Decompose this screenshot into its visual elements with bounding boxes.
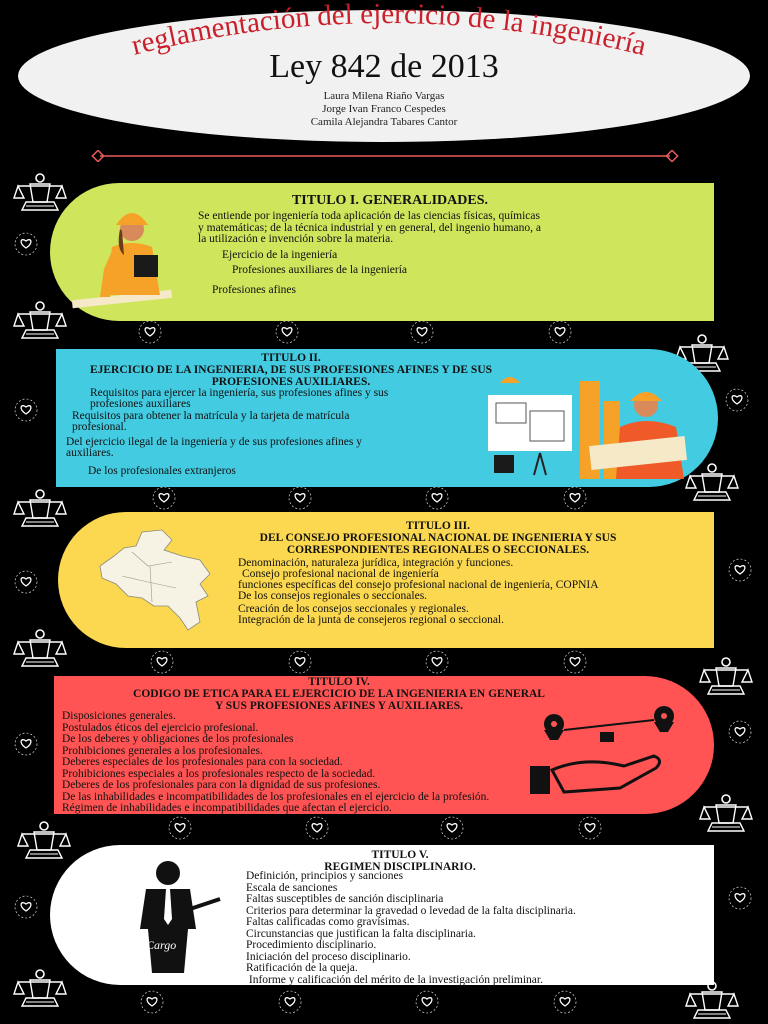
list-item: Prohibiciones generales a los profesionales. bbox=[62, 744, 263, 757]
engineer-blueprint-illustration bbox=[480, 371, 710, 479]
list-item: De los consejos regionales o seccionales. bbox=[238, 590, 428, 602]
list-item: Disposiciones generales. bbox=[62, 710, 176, 722]
heart-icon bbox=[15, 733, 37, 755]
description-line: y matemáticas; de la técnica industrial y en general, del ingenio humano, a bbox=[198, 221, 541, 234]
title-line: TITULO II. bbox=[261, 352, 321, 364]
heart-icon bbox=[554, 991, 576, 1013]
heart-icon bbox=[579, 817, 601, 839]
list-item: Ratificación de la queja. bbox=[246, 962, 358, 974]
heart-icon bbox=[564, 651, 586, 673]
scales-icon bbox=[14, 970, 66, 1006]
list-item: Circunstancias que justifican la falta disciplinaria. bbox=[246, 927, 476, 940]
heart-icon bbox=[276, 321, 298, 343]
heart-icon bbox=[15, 571, 37, 593]
heart-icon bbox=[141, 991, 163, 1013]
heart-icon bbox=[411, 321, 433, 343]
heart-icon bbox=[729, 887, 751, 909]
list-item: De los profesionales extranjeros bbox=[88, 465, 236, 477]
description-line: la utilización e invención sobre la materia. bbox=[198, 233, 394, 245]
author-name: Camila Alejandra Tabares Cantor bbox=[310, 116, 458, 128]
list-item: De los deberes y obligaciones de los profesionales bbox=[62, 733, 294, 745]
title-line: Y SUS PROFESIONES AFINES Y AUXILIARES. bbox=[215, 700, 463, 712]
description-line: Se entiende por ingeniería toda aplicación de las ciencias físicas, químicas bbox=[198, 210, 540, 222]
heart-icon bbox=[15, 399, 37, 421]
list-item: Definición, principios y sanciones bbox=[246, 870, 404, 882]
list-item: Iniciación del proceso disciplinario. bbox=[246, 950, 411, 963]
heart-icon bbox=[279, 991, 301, 1013]
titulo-3-panel bbox=[58, 512, 714, 648]
list-item: Consejo profesional nacional de ingeniería bbox=[242, 568, 439, 580]
titulo-1-description bbox=[198, 211, 541, 246]
titulo-1-panel bbox=[50, 183, 714, 321]
title-line: EJERCICIO DE LA INGENIERIA, DE SUS PROFESIONES AFINES Y DE SUS bbox=[89, 364, 493, 376]
business-person-illustration bbox=[124, 859, 234, 973]
scales-icon bbox=[18, 822, 70, 858]
scales-icon bbox=[700, 658, 752, 694]
author-name: Laura Milena Riaño Vargas bbox=[323, 90, 445, 102]
list-item: Escala de sanciones bbox=[246, 881, 338, 894]
heart-icon bbox=[729, 559, 751, 581]
heart-icon bbox=[564, 487, 586, 509]
list-item: Denominación, naturaleza jurídica, integración y funciones. bbox=[238, 557, 514, 569]
scales-icon bbox=[14, 490, 66, 526]
titulo-3-title bbox=[188, 520, 688, 556]
title-line: DEL CONSEJO PROFESIONAL NACIONAL DE INGENIERIA Y SUS bbox=[259, 532, 617, 544]
title-line: CORRESPONDIENTES REGIONALES O SECCIONALES. bbox=[286, 544, 590, 556]
law-title: Ley 842 de 2013 bbox=[269, 48, 499, 85]
heart-icon bbox=[426, 651, 448, 673]
list-item: Integración de la junta de consejeros regional o seccional. bbox=[238, 614, 504, 626]
list-item: Postulados éticos del ejercicio profesional. bbox=[62, 721, 259, 734]
heart-icon bbox=[151, 651, 173, 673]
list-item: funciones específicas del consejo profesional nacional de ingeniería, COPNIA bbox=[238, 579, 599, 591]
title-line: REGIMEN DISCIPLINARIO. bbox=[324, 861, 476, 873]
hand-scales-illustration bbox=[524, 706, 694, 806]
heart-icon bbox=[153, 487, 175, 509]
list-item: Profesiones auxiliares de la ingeniería bbox=[232, 264, 407, 276]
heart-icon bbox=[169, 817, 191, 839]
heart-icon bbox=[549, 321, 571, 343]
scales-icon bbox=[14, 302, 66, 338]
title-line: TITULO III. bbox=[406, 520, 470, 532]
list-item: Faltas susceptibles de sanción disciplinaria bbox=[246, 893, 444, 905]
list-item: Deberes especiales de los profesionales para con la sociedad. bbox=[62, 756, 343, 768]
titulo-5-list bbox=[246, 871, 576, 986]
title-line: TITULO V. bbox=[371, 849, 429, 861]
list-item: De las inhabilidades e incompatibilidades de los profesionales en el ejercicio de la profesión. bbox=[62, 790, 490, 803]
list-item: auxiliares. bbox=[66, 447, 114, 459]
titulo-5-panel bbox=[50, 845, 714, 985]
titulo-4-list bbox=[62, 711, 489, 815]
heart-icon bbox=[416, 991, 438, 1013]
heart-icon bbox=[289, 651, 311, 673]
list-item: profesiones auxiliares bbox=[90, 398, 191, 410]
list-item: Régimen de inhabilidades e incompatibilidades que afectan el ejercicio. bbox=[62, 802, 392, 814]
list-item: Requisitos para ejercer la ingeniería, sus profesiones afines y sus bbox=[90, 387, 389, 399]
list-item: Procedimiento disciplinario. bbox=[246, 939, 377, 951]
tie-text: Cargo bbox=[146, 938, 177, 952]
author-name: Jorge Ivan Franco Cespedes bbox=[322, 103, 446, 115]
heart-icon bbox=[426, 487, 448, 509]
titulo-2-title bbox=[56, 352, 526, 388]
heart-icon bbox=[15, 233, 37, 255]
scales-icon bbox=[686, 982, 738, 1018]
list-item: Profesiones afines bbox=[212, 284, 296, 296]
list-item: Faltas calificadas como gravísimas. bbox=[246, 916, 410, 928]
engineer-woman-illustration bbox=[72, 199, 202, 309]
list-item: Requisitos para obtener la matrícula y la tarjeta de matrícula bbox=[72, 410, 350, 422]
list-item: Criterios para determinar la gravedad o levedad de la falta disciplinaria. bbox=[246, 904, 576, 917]
heart-icon bbox=[289, 487, 311, 509]
scales-icon bbox=[14, 174, 66, 210]
heart-icon bbox=[306, 817, 328, 839]
heart-icon bbox=[15, 896, 37, 918]
heart-icon bbox=[726, 389, 748, 411]
list-item: Ejercicio de la ingeniería bbox=[222, 249, 338, 261]
list-item: Creación de los consejos seccionales y regionales. bbox=[238, 603, 469, 615]
title-line: PROFESIONES AUXILIARES. bbox=[211, 376, 371, 388]
titulo-2-panel bbox=[56, 349, 718, 487]
titulo-1-title: TITULO I. GENERALIDADES. bbox=[291, 193, 489, 208]
list-item: Prohibiciones especiales a los profesionales respecto de la sociedad. bbox=[62, 767, 376, 780]
curved-title: reglamentación del ejercicio de la ingeniería bbox=[128, 0, 650, 63]
divider bbox=[90, 150, 680, 162]
heart-icon bbox=[441, 817, 463, 839]
list-item: profesional. bbox=[72, 421, 127, 433]
heart-icon bbox=[139, 321, 161, 343]
title-line: TITULO IV. bbox=[308, 676, 370, 688]
scales-icon bbox=[700, 795, 752, 831]
list-item: Deberes de los profesionales para con la dignidad de sus profesiones. bbox=[62, 779, 381, 791]
titulo-4-panel bbox=[54, 676, 714, 814]
title-line: CODIGO DE ETICA PARA EL EJERCICIO DE LA INGENIERIA EN GENERAL bbox=[133, 688, 545, 700]
heart-icon bbox=[729, 721, 751, 743]
list-item: Informe y calificación del mérito de la investigación preliminar. bbox=[246, 973, 543, 986]
list-item: Del ejercicio ilegal de la ingeniería y de sus profesiones afines y bbox=[66, 436, 363, 448]
scales-icon bbox=[14, 630, 66, 666]
